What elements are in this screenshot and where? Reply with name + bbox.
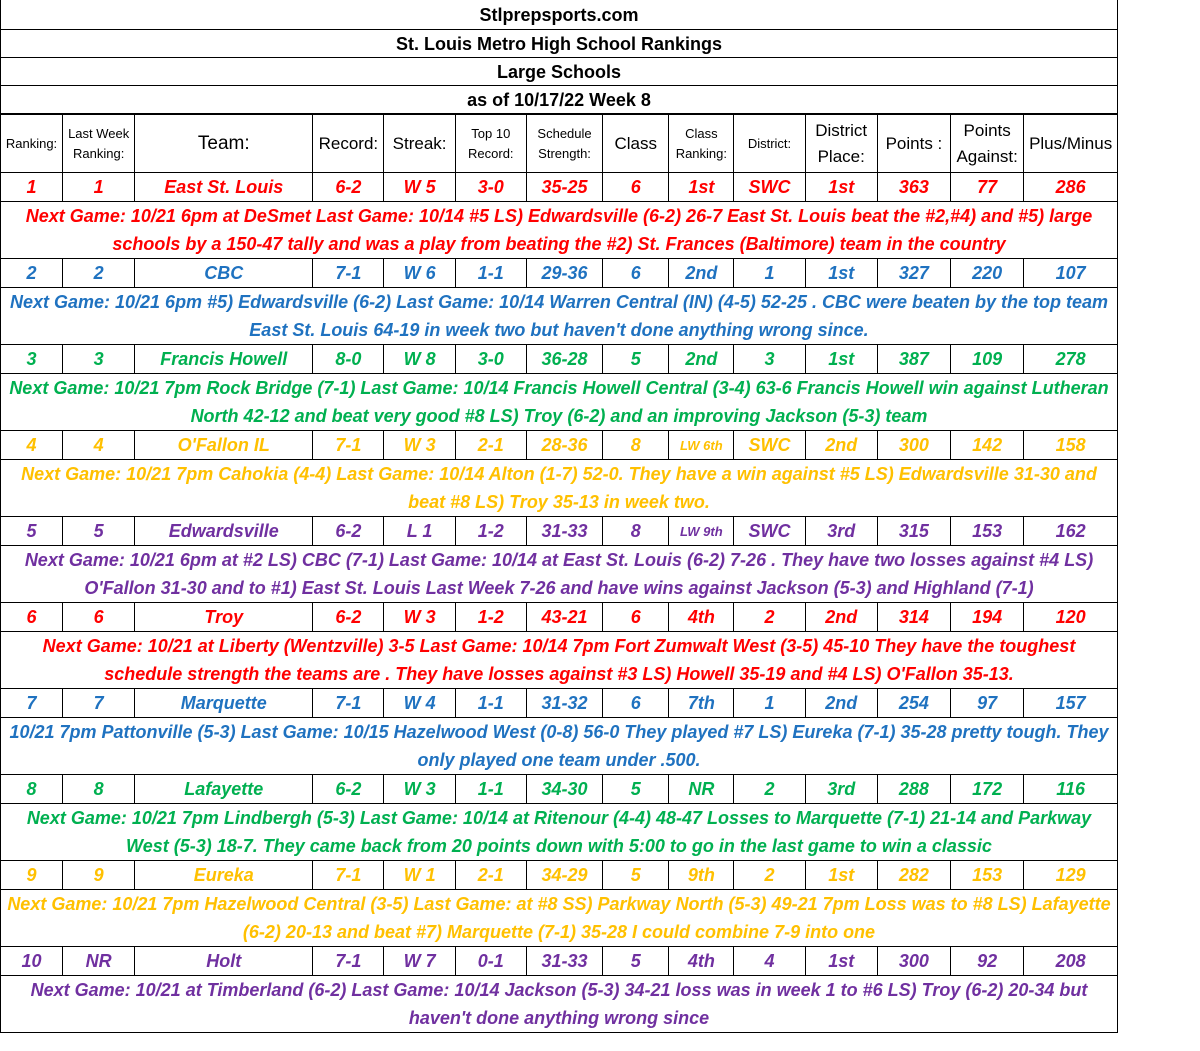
- district-cell: 3: [734, 345, 805, 374]
- class-cell: 5: [603, 775, 669, 804]
- top10-cell: 2-1: [455, 861, 526, 890]
- class-ranking-cell: 9th: [669, 861, 734, 890]
- points-cell: 282: [877, 861, 950, 890]
- col-streak: Streak:: [384, 115, 455, 173]
- class-cell: 6: [603, 259, 669, 288]
- streak-cell: W 5: [384, 173, 455, 202]
- record-cell: 7-1: [313, 689, 384, 718]
- team-note: Next Game: 10/21 6pm at DeSmet Last Game: 10/14 #5 LS) Edwardsville (6-2) 26-7 East St. Louis beat the #2,#4) and #5) large schools by a 150-47 tally and was a play from beating the #2) St. Frances (Baltimore) team in the country: [1, 202, 1118, 259]
- schedule-strength-cell: 34-29: [526, 861, 602, 890]
- team-name: Francis Howell: [135, 345, 313, 374]
- team-name: Eureka: [135, 861, 313, 890]
- col-district: District:: [734, 115, 805, 173]
- ranking-cell: 5: [1, 517, 63, 546]
- team-note: 10/21 7pm Pattonville (5-3) Last Game: 10/15 Hazelwood West (0-8) 56-0 They played #7 LS) Eureka (7-1) 35-28 pretty tough. They only played one team under .500.: [1, 718, 1118, 775]
- district-cell: 2: [734, 861, 805, 890]
- team-note: Next Game: 10/21 at Liberty (Wentzville) 3-5 Last Game: 10/14 7pm Fort Zumwalt West (3-5) 45-10 They have the toughest schedule strength the teams are . They have losses against #3 LS) Howell 35-19 and #4 LS) O'Fallon 35-13.: [1, 632, 1118, 689]
- plus-minus-cell: 116: [1024, 775, 1118, 804]
- class-cell: 6: [603, 689, 669, 718]
- ranking-cell: 8: [1, 775, 63, 804]
- district-place-cell: 1st: [805, 345, 877, 374]
- plus-minus-cell: 157: [1024, 689, 1118, 718]
- district-cell: 4: [734, 947, 805, 976]
- schedule-strength-cell: 31-33: [526, 517, 602, 546]
- class-cell: 8: [603, 431, 669, 460]
- district-place-cell: 2nd: [805, 689, 877, 718]
- district-cell: SWC: [734, 431, 805, 460]
- col-class: Class: [603, 115, 669, 173]
- top10-cell: 2-1: [455, 431, 526, 460]
- streak-cell: W 3: [384, 603, 455, 632]
- points-against-cell: 97: [951, 689, 1024, 718]
- record-cell: 8-0: [313, 345, 384, 374]
- points-against-cell: 153: [951, 861, 1024, 890]
- class-ranking-cell: LW 6th: [669, 431, 734, 460]
- team-note-row: [1, 890, 1118, 947]
- points-against-cell: 172: [951, 775, 1024, 804]
- team-name: Marquette: [135, 689, 313, 718]
- table-row: [1, 689, 1118, 718]
- class-cell: 6: [603, 173, 669, 202]
- team-note: Next Game: 10/21 7pm Cahokia (4-4) Last Game: 10/14 Alton (1-7) 52-0. They have a win against #5 LS) Edwardsville 31-30 and beat #8 LS) Troy 35-13 in week two.: [1, 460, 1118, 517]
- district-cell: 2: [734, 603, 805, 632]
- class-ranking-cell: 2nd: [669, 345, 734, 374]
- team-note-row: [1, 632, 1118, 689]
- record-cell: 7-1: [313, 861, 384, 890]
- table-row: [1, 259, 1118, 288]
- column-header-row: [1, 115, 1118, 173]
- streak-cell: W 6: [384, 259, 455, 288]
- streak-cell: L 1: [384, 517, 455, 546]
- last-week-cell: 4: [63, 431, 135, 460]
- points-cell: 288: [877, 775, 950, 804]
- points-cell: 327: [877, 259, 950, 288]
- class-ranking-cell: LW 9th: [669, 517, 734, 546]
- team-note-row: [1, 804, 1118, 861]
- team-note: Next Game: 10/21 7pm Lindbergh (5-3) Last Game: 10/14 at Ritenour (4-4) 48-47 Losses to Marquette (7-1) 21-14 and Parkway West (5-3) 18-7. They came back from 20 points down with 5:00 to go in the last game to win a classic: [1, 804, 1118, 861]
- team-note: Next Game: 10/21 6pm #5) Edwardsville (6-2) Last Game: 10/14 Warren Central (IN) (4-5) 52-25 . CBC were beaten by the top team East St. Louis 64-19 in week two but haven't done anything wrong since.: [1, 288, 1118, 345]
- schedule-strength-cell: 35-25: [526, 173, 602, 202]
- last-week-cell: 3: [63, 345, 135, 374]
- col-points-against: Points Against:: [951, 115, 1024, 173]
- district-cell: 2: [734, 775, 805, 804]
- class-cell: 5: [603, 345, 669, 374]
- top10-cell: 1-1: [455, 259, 526, 288]
- class-ranking-cell: 7th: [669, 689, 734, 718]
- class-ranking-cell: 4th: [669, 947, 734, 976]
- district-cell: SWC: [734, 173, 805, 202]
- class-cell: 5: [603, 947, 669, 976]
- top10-cell: 1-2: [455, 517, 526, 546]
- team-note-row: [1, 202, 1118, 259]
- plus-minus-cell: 120: [1024, 603, 1118, 632]
- points-against-cell: 153: [951, 517, 1024, 546]
- plus-minus-cell: 158: [1024, 431, 1118, 460]
- col-schedule: Schedule Strength:: [526, 115, 602, 173]
- district-place-cell: 1st: [805, 173, 877, 202]
- team-note-row: [1, 546, 1118, 603]
- points-against-cell: 220: [951, 259, 1024, 288]
- class-cell: 8: [603, 517, 669, 546]
- site-title: Stlprepsports.com: [0, 0, 1118, 30]
- streak-cell: W 7: [384, 947, 455, 976]
- district-place-cell: 1st: [805, 259, 877, 288]
- schedule-strength-cell: 36-28: [526, 345, 602, 374]
- record-cell: 7-1: [313, 259, 384, 288]
- team-note-row: [1, 288, 1118, 345]
- division-title: Large Schools: [0, 58, 1118, 86]
- table-row: [1, 173, 1118, 202]
- table-row: [1, 775, 1118, 804]
- district-place-cell: 3rd: [805, 775, 877, 804]
- ranking-cell: 2: [1, 259, 63, 288]
- team-name: Troy: [135, 603, 313, 632]
- ranking-cell: 7: [1, 689, 63, 718]
- ranking-cell: 6: [1, 603, 63, 632]
- points-against-cell: 109: [951, 345, 1024, 374]
- schedule-strength-cell: 43-21: [526, 603, 602, 632]
- col-class-ranking: Class Ranking:: [669, 115, 734, 173]
- points-against-cell: 77: [951, 173, 1024, 202]
- team-note: Next Game: 10/21 6pm at #2 LS) CBC (7-1) Last Game: 10/14 at East St. Louis (6-2) 7-26 . They have two losses against #4 LS) O'Fallon 31-30 and to #1) East St. Louis Last Week 7-26 and have wins against Jackson (5-3) and Highland (7-1): [1, 546, 1118, 603]
- rankings-table: [0, 114, 1118, 1033]
- team-note: Next Game: 10/21 at Timberland (6-2) Last Game: 10/14 Jackson (5-3) 34-21 loss was in week 1 to #6 LS) Troy (6-2) 20-34 but haven't done anything wrong since: [1, 976, 1118, 1033]
- ranking-cell: 3: [1, 345, 63, 374]
- points-cell: 254: [877, 689, 950, 718]
- team-name: Edwardsville: [135, 517, 313, 546]
- team-note-row: [1, 374, 1118, 431]
- ranking-cell: 4: [1, 431, 63, 460]
- class-cell: 6: [603, 603, 669, 632]
- district-place-cell: 1st: [805, 861, 877, 890]
- col-top10: Top 10 Record:: [455, 115, 526, 173]
- col-district-place: District Place:: [805, 115, 877, 173]
- district-place-cell: 1st: [805, 947, 877, 976]
- team-note: Next Game: 10/21 7pm Hazelwood Central (3-5) Last Game: at #8 SS) Parkway North (5-3) 49-21 7pm Loss was to #8 LS) Lafayette (6-2) 20-13 and beat #7) Marquette (7-1) 35-28 I could combine 7-9 into one: [1, 890, 1118, 947]
- table-row: [1, 345, 1118, 374]
- points-cell: 314: [877, 603, 950, 632]
- plus-minus-cell: 208: [1024, 947, 1118, 976]
- district-cell: 1: [734, 689, 805, 718]
- plus-minus-cell: 162: [1024, 517, 1118, 546]
- points-against-cell: 142: [951, 431, 1024, 460]
- record-cell: 7-1: [313, 947, 384, 976]
- last-week-cell: 6: [63, 603, 135, 632]
- team-note: Next Game: 10/21 7pm Rock Bridge (7-1) Last Game: 10/14 Francis Howell Central (3-4) 63-6 Francis Howell win against Lutheran North 42-12 and beat very good #8 LS) Troy (6-2) and an improving Jackson (5-3) team: [1, 374, 1118, 431]
- col-record: Record:: [313, 115, 384, 173]
- team-name: East St. Louis: [135, 173, 313, 202]
- top10-cell: 3-0: [455, 345, 526, 374]
- col-team: Team:: [135, 115, 313, 173]
- streak-cell: W 3: [384, 431, 455, 460]
- col-plus-minus: Plus/Minus: [1024, 115, 1118, 173]
- last-week-cell: NR: [63, 947, 135, 976]
- points-cell: 300: [877, 947, 950, 976]
- schedule-strength-cell: 28-36: [526, 431, 602, 460]
- table-row: [1, 947, 1118, 976]
- team-note-row: [1, 718, 1118, 775]
- team-note-row: [1, 460, 1118, 517]
- district-place-cell: 2nd: [805, 603, 877, 632]
- plus-minus-cell: 286: [1024, 173, 1118, 202]
- last-week-cell: 1: [63, 173, 135, 202]
- col-points: Points :: [877, 115, 950, 173]
- class-cell: 5: [603, 861, 669, 890]
- points-cell: 387: [877, 345, 950, 374]
- district-place-cell: 2nd: [805, 431, 877, 460]
- team-note-row: [1, 976, 1118, 1033]
- schedule-strength-cell: 31-32: [526, 689, 602, 718]
- date-title: as of 10/17/22 Week 8: [0, 86, 1118, 114]
- top10-cell: 1-2: [455, 603, 526, 632]
- team-name: Holt: [135, 947, 313, 976]
- table-row: [1, 603, 1118, 632]
- record-cell: 7-1: [313, 431, 384, 460]
- district-cell: 1: [734, 259, 805, 288]
- team-name: Lafayette: [135, 775, 313, 804]
- points-cell: 315: [877, 517, 950, 546]
- last-week-cell: 7: [63, 689, 135, 718]
- ranking-cell: 10: [1, 947, 63, 976]
- schedule-strength-cell: 34-30: [526, 775, 602, 804]
- streak-cell: W 1: [384, 861, 455, 890]
- last-week-cell: 5: [63, 517, 135, 546]
- last-week-cell: 8: [63, 775, 135, 804]
- record-cell: 6-2: [313, 603, 384, 632]
- top10-cell: 1-1: [455, 775, 526, 804]
- class-ranking-cell: 4th: [669, 603, 734, 632]
- ranking-cell: 1: [1, 173, 63, 202]
- team-name: CBC: [135, 259, 313, 288]
- plus-minus-cell: 278: [1024, 345, 1118, 374]
- table-row: [1, 861, 1118, 890]
- team-name: O'Fallon IL: [135, 431, 313, 460]
- top10-cell: 0-1: [455, 947, 526, 976]
- record-cell: 6-2: [313, 517, 384, 546]
- col-last-week: Last Week Ranking:: [63, 115, 135, 173]
- points-cell: 363: [877, 173, 950, 202]
- top10-cell: 3-0: [455, 173, 526, 202]
- record-cell: 6-2: [313, 775, 384, 804]
- table-row: [1, 517, 1118, 546]
- district-cell: SWC: [734, 517, 805, 546]
- col-ranking: Ranking:: [1, 115, 63, 173]
- points-against-cell: 194: [951, 603, 1024, 632]
- table-row: [1, 431, 1118, 460]
- plus-minus-cell: 107: [1024, 259, 1118, 288]
- district-place-cell: 3rd: [805, 517, 877, 546]
- streak-cell: W 4: [384, 689, 455, 718]
- last-week-cell: 2: [63, 259, 135, 288]
- record-cell: 6-2: [313, 173, 384, 202]
- points-cell: 300: [877, 431, 950, 460]
- top10-cell: 1-1: [455, 689, 526, 718]
- page-title: St. Louis Metro High School Rankings: [0, 30, 1118, 58]
- class-ranking-cell: NR: [669, 775, 734, 804]
- ranking-cell: 9: [1, 861, 63, 890]
- class-ranking-cell: 2nd: [669, 259, 734, 288]
- schedule-strength-cell: 31-33: [526, 947, 602, 976]
- streak-cell: W 8: [384, 345, 455, 374]
- class-ranking-cell: 1st: [669, 173, 734, 202]
- plus-minus-cell: 129: [1024, 861, 1118, 890]
- schedule-strength-cell: 29-36: [526, 259, 602, 288]
- last-week-cell: 9: [63, 861, 135, 890]
- streak-cell: W 3: [384, 775, 455, 804]
- points-against-cell: 92: [951, 947, 1024, 976]
